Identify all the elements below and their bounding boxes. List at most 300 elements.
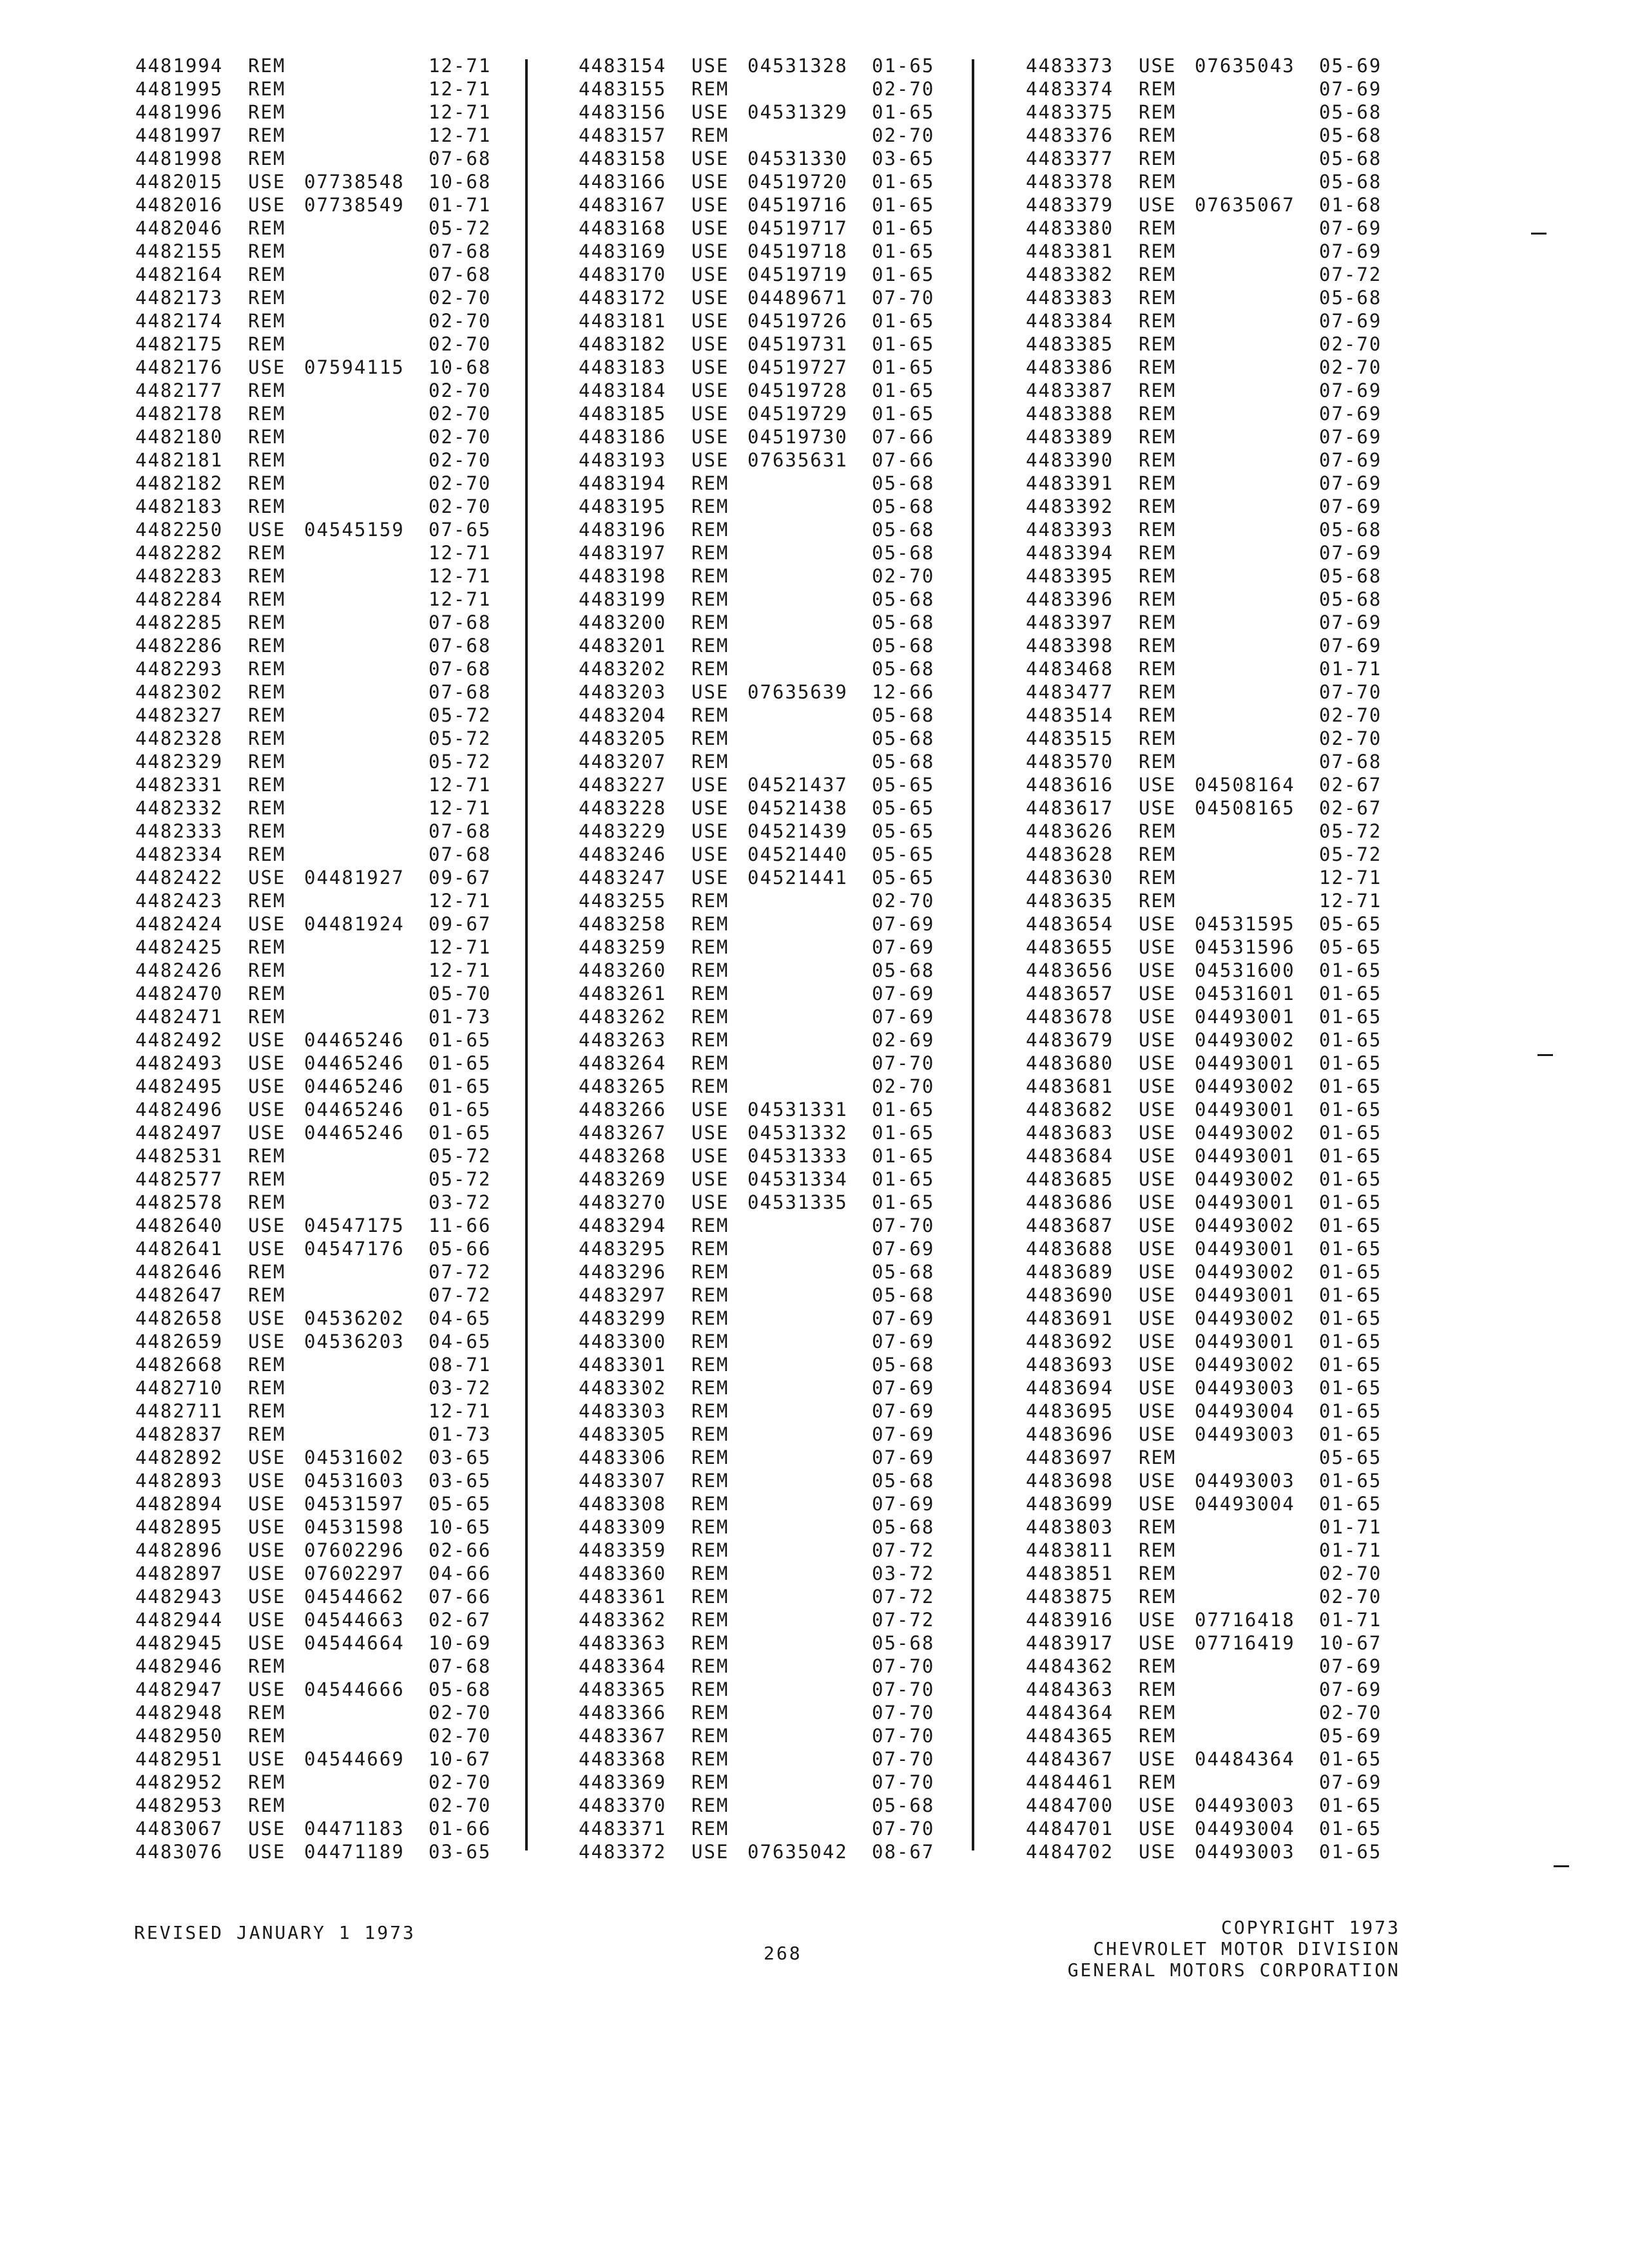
effective-date: 05-72 [429,751,492,773]
effective-date: 07-69 [1319,542,1382,564]
part-number: 4483630 [1026,867,1114,889]
replacement-part-number: 04493003 [1195,1423,1295,1445]
action-code: REM [691,704,729,726]
action-code: USE [691,240,729,262]
effective-date: 05-72 [429,727,492,749]
action-code: REM [1139,449,1177,471]
action-code: REM [691,1771,729,1793]
action-code: USE [1139,1029,1177,1051]
action-code: REM [691,588,729,610]
replacement-part-number: 04521441 [747,867,848,889]
action-code: USE [248,1818,286,1840]
action-code: USE [1139,1261,1177,1283]
action-code: REM [1139,380,1177,401]
action-code: REM [248,101,286,123]
effective-date: 05-65 [872,797,935,819]
action-code: USE [1139,1354,1177,1376]
effective-date: 03-65 [429,1470,492,1492]
effective-date: 01-65 [872,403,935,425]
action-code: REM [1139,635,1177,657]
effective-date: 12-71 [429,588,492,610]
action-code: REM [691,1377,729,1399]
effective-date: 05-68 [872,542,935,564]
part-number: 4483305 [579,1423,667,1445]
part-number: 4483477 [1026,681,1114,703]
action-code: REM [248,1423,286,1445]
effective-date: 05-68 [872,751,935,773]
action-code: USE [691,55,729,77]
part-number: 4482894 [135,1493,224,1515]
part-number: 4482953 [135,1794,224,1816]
replacement-part-number: 07635639 [747,681,848,703]
action-code: REM [1139,542,1177,564]
action-code: USE [1139,1191,1177,1213]
effective-date: 07-69 [872,1377,935,1399]
replacement-part-number: 04521440 [747,843,848,865]
part-number: 4482647 [135,1284,224,1306]
action-code: USE [1139,1632,1177,1654]
replacement-part-number: 04519728 [747,380,848,401]
action-code: REM [691,611,729,633]
action-code: REM [1139,519,1177,541]
effective-date: 07-69 [1319,472,1382,494]
effective-date: 12-71 [429,565,492,587]
action-code: REM [1139,1725,1177,1747]
action-code: REM [691,495,729,517]
effective-date: 05-68 [872,959,935,981]
effective-date: 05-65 [872,820,935,842]
effective-date: 01-65 [1319,1307,1382,1329]
effective-date: 04-66 [429,1562,492,1584]
part-number: 4483851 [1026,1562,1114,1584]
action-code: REM [1139,403,1177,425]
part-number: 4483185 [579,403,667,425]
part-number: 4483394 [1026,542,1114,564]
part-number: 4482334 [135,843,224,865]
part-number: 4484364 [1026,1702,1114,1724]
part-number: 4482950 [135,1725,224,1747]
part-number: 4483369 [579,1771,667,1793]
part-number: 4483359 [579,1539,667,1561]
action-code: REM [691,936,729,958]
part-number: 4483362 [579,1609,667,1631]
effective-date: 05-65 [1319,936,1382,958]
action-code: REM [691,1261,729,1283]
replacement-part-number: 04531329 [747,101,848,123]
replacement-part-number: 04493002 [1195,1168,1295,1190]
effective-date: 07-66 [872,426,935,448]
action-code: USE [691,449,729,471]
action-code: REM [691,1702,729,1724]
action-code: REM [1139,171,1177,193]
action-code: USE [691,843,729,865]
action-code: REM [1139,310,1177,332]
part-number: 4483255 [579,890,667,912]
action-code: USE [1139,1794,1177,1816]
replacement-part-number: 04493001 [1195,1099,1295,1120]
part-number: 4483301 [579,1354,667,1376]
part-number: 4483258 [579,913,667,935]
part-number: 4482952 [135,1771,224,1793]
replacement-part-number: 04471189 [304,1841,405,1863]
part-number: 4483169 [579,240,667,262]
action-code: USE [1139,1075,1177,1097]
action-code: REM [1139,78,1177,100]
part-number: 4483692 [1026,1331,1114,1352]
action-code: REM [248,1702,286,1724]
replacement-part-number: 04493004 [1195,1400,1295,1422]
part-number: 4483158 [579,148,667,169]
part-number: 4482497 [135,1122,224,1144]
part-number: 4481998 [135,148,224,169]
effective-date: 02-70 [872,1075,935,1097]
effective-date: 05-68 [872,472,935,494]
part-number: 4483266 [579,1099,667,1120]
replacement-part-number: 04545159 [304,519,405,541]
part-number: 4483685 [1026,1168,1114,1190]
action-code: REM [1139,124,1177,146]
effective-date: 02-70 [872,78,935,100]
effective-date: 01-65 [872,217,935,239]
replacement-part-number: 04493002 [1195,1122,1295,1144]
effective-date: 02-70 [429,495,492,517]
effective-date: 01-65 [872,264,935,285]
margin-mark [1537,1054,1553,1056]
effective-date: 07-68 [429,681,492,703]
part-number: 4482943 [135,1586,224,1608]
action-code: REM [1139,843,1177,865]
action-code: USE [248,1099,286,1120]
effective-date: 07-68 [429,148,492,169]
effective-date: 01-71 [1319,658,1382,680]
effective-date: 02-70 [429,403,492,425]
part-number: 4482284 [135,588,224,610]
effective-date: 05-68 [872,588,935,610]
column-divider [972,59,974,1850]
action-code: USE [691,217,729,239]
part-number: 4483515 [1026,727,1114,749]
action-code: REM [691,751,729,773]
part-number: 4482424 [135,913,224,935]
action-code: USE [1139,936,1177,958]
action-code: USE [1139,1331,1177,1352]
action-code: REM [248,635,286,657]
effective-date: 08-71 [429,1354,492,1376]
replacement-part-number: 04519720 [747,171,848,193]
effective-date: 01-65 [1319,1493,1382,1515]
effective-date: 02-70 [1319,1562,1382,1584]
action-code: REM [691,1725,729,1747]
effective-date: 07-69 [1319,380,1382,401]
effective-date: 01-65 [1319,1099,1382,1120]
action-code: REM [1139,264,1177,285]
part-number: 4482173 [135,287,224,309]
replacement-part-number: 04493004 [1195,1493,1295,1515]
part-number: 4482668 [135,1354,224,1376]
action-code: REM [1139,217,1177,239]
effective-date: 12-71 [429,1400,492,1422]
action-code: USE [248,1493,286,1515]
part-number: 4484702 [1026,1841,1114,1863]
part-number: 4483228 [579,797,667,819]
effective-date: 07-70 [872,287,935,309]
part-number: 4483247 [579,867,667,889]
part-number: 4483386 [1026,356,1114,378]
action-code: REM [1139,356,1177,378]
action-code: REM [248,588,286,610]
effective-date: 07-69 [872,1493,935,1515]
part-number: 4483157 [579,124,667,146]
effective-date: 02-70 [429,380,492,401]
effective-date: 07-69 [872,1446,935,1468]
effective-date: 02-70 [1319,704,1382,726]
part-number: 4483373 [1026,55,1114,77]
replacement-part-number: 04493003 [1195,1794,1295,1816]
effective-date: 07-69 [872,1400,935,1422]
effective-date: 10-67 [1319,1632,1382,1654]
part-number: 4483390 [1026,449,1114,471]
part-number: 4483687 [1026,1215,1114,1236]
effective-date: 05-68 [872,704,935,726]
action-code: REM [691,1586,729,1608]
action-code: REM [691,542,729,564]
action-code: REM [248,843,286,865]
replacement-part-number: 04519726 [747,310,848,332]
action-code: REM [248,1377,286,1399]
effective-date: 02-70 [429,449,492,471]
part-number: 4482046 [135,217,224,239]
replacement-part-number: 04489671 [747,287,848,309]
replacement-part-number: 04521439 [747,820,848,842]
effective-date: 01-65 [872,101,935,123]
action-code: REM [1139,1586,1177,1608]
replacement-part-number: 04493003 [1195,1841,1295,1863]
effective-date: 03-65 [872,148,935,169]
page-number: 268 [764,1943,802,1964]
part-number: 4482951 [135,1748,224,1770]
effective-date: 01-65 [872,333,935,355]
effective-date: 07-70 [872,1052,935,1074]
action-code: REM [691,1307,729,1329]
effective-date: 02-70 [872,124,935,146]
part-number: 4482181 [135,449,224,471]
action-code: REM [248,1284,286,1306]
action-code: USE [1139,1307,1177,1329]
action-code: REM [691,1215,729,1236]
action-code: REM [691,1562,729,1584]
action-code: USE [691,820,729,842]
replacement-part-number: 04531328 [747,55,848,77]
part-number: 4483263 [579,1029,667,1051]
part-number: 4482710 [135,1377,224,1399]
effective-date: 02-69 [872,1029,935,1051]
effective-date: 05-68 [872,635,935,657]
part-number: 4482425 [135,936,224,958]
part-number: 4484700 [1026,1794,1114,1816]
effective-date: 01-65 [1319,1261,1382,1283]
action-code: REM [691,959,729,981]
effective-date: 07-70 [872,1771,935,1793]
part-number: 4483372 [579,1841,667,1863]
replacement-part-number: 04484364 [1195,1748,1295,1770]
part-number: 4483267 [579,1122,667,1144]
action-code: REM [248,1794,286,1816]
action-code: REM [248,310,286,332]
action-code: REM [691,1678,729,1700]
effective-date: 01-65 [1319,1191,1382,1213]
part-number: 4482659 [135,1331,224,1352]
part-number: 4483392 [1026,495,1114,517]
part-number: 4483363 [579,1632,667,1654]
action-code: REM [248,148,286,169]
replacement-part-number: 04508165 [1195,797,1295,819]
effective-date: 07-70 [1319,681,1382,703]
part-number: 4482174 [135,310,224,332]
action-code: REM [248,217,286,239]
part-number: 4483570 [1026,751,1114,773]
replacement-part-number: 04493001 [1195,1006,1295,1028]
part-number: 4481996 [135,101,224,123]
part-number: 4483628 [1026,843,1114,865]
action-code: REM [691,1400,729,1422]
part-number: 4483172 [579,287,667,309]
action-code: REM [1139,426,1177,448]
effective-date: 02-70 [872,890,935,912]
action-code: USE [1139,1168,1177,1190]
effective-date: 01-65 [1319,1168,1382,1190]
part-number: 4482016 [135,194,224,216]
part-number: 4483686 [1026,1191,1114,1213]
replacement-part-number: 04544664 [304,1632,405,1654]
part-number: 4482285 [135,611,224,633]
replacement-part-number: 04547175 [304,1215,405,1236]
effective-date: 10-68 [429,356,492,378]
effective-date: 07-69 [1319,449,1382,471]
part-number: 4482577 [135,1168,224,1190]
part-number: 4483654 [1026,913,1114,935]
action-code: USE [1139,774,1177,796]
action-code: USE [1139,1377,1177,1399]
action-code: REM [691,1075,729,1097]
effective-date: 10-67 [429,1748,492,1770]
part-number: 4482015 [135,171,224,193]
effective-date: 01-65 [1319,1029,1382,1051]
part-number: 4483195 [579,495,667,517]
part-number: 4483656 [1026,959,1114,981]
effective-date: 05-68 [1319,565,1382,587]
effective-date: 07-70 [872,1748,935,1770]
part-number: 4483395 [1026,565,1114,587]
part-number: 4482302 [135,681,224,703]
action-code: REM [691,1006,729,1028]
part-number: 4482495 [135,1075,224,1097]
part-number: 4483389 [1026,426,1114,448]
action-code: REM [1139,472,1177,494]
effective-date: 07-68 [429,820,492,842]
action-code: USE [248,1841,286,1863]
effective-date: 01-65 [1319,1284,1382,1306]
effective-date: 01-65 [1319,1215,1382,1236]
part-number: 4484367 [1026,1748,1114,1770]
replacement-part-number: 04493004 [1195,1818,1295,1840]
effective-date: 07-69 [1319,403,1382,425]
effective-date: 07-69 [1319,240,1382,262]
effective-date: 07-70 [872,1725,935,1747]
action-code: USE [248,171,286,193]
action-code: REM [248,1145,286,1167]
effective-date: 07-69 [1319,611,1382,633]
replacement-part-number: 04493002 [1195,1261,1295,1283]
effective-date: 12-71 [429,774,492,796]
effective-date: 12-71 [429,959,492,981]
replacement-part-number: 04465246 [304,1029,405,1051]
effective-date: 01-65 [1319,983,1382,1004]
part-number: 4483193 [579,449,667,471]
effective-date: 12-71 [429,936,492,958]
effective-date: 12-71 [429,124,492,146]
replacement-part-number: 04531603 [304,1470,405,1492]
effective-date: 07-69 [872,1331,935,1352]
replacement-part-number: 04493002 [1195,1307,1295,1329]
part-number: 4481995 [135,78,224,100]
effective-date: 01-65 [872,380,935,401]
part-number: 4483300 [579,1331,667,1352]
action-code: REM [248,704,286,726]
part-number: 4482641 [135,1238,224,1260]
replacement-part-number: 04493002 [1195,1354,1295,1376]
part-number: 4482837 [135,1423,224,1445]
action-code: REM [1139,1702,1177,1724]
action-code: REM [691,519,729,541]
effective-date: 02-67 [429,1609,492,1631]
effective-date: 05-65 [1319,913,1382,935]
part-number: 4483367 [579,1725,667,1747]
action-code: REM [248,959,286,981]
part-number: 4483376 [1026,124,1114,146]
replacement-part-number: 07602297 [304,1562,405,1584]
effective-date: 05-72 [429,704,492,726]
effective-date: 01-65 [429,1052,492,1074]
action-code: REM [691,1818,729,1840]
part-number: 4483680 [1026,1052,1114,1074]
replacement-part-number: 04531596 [1195,936,1295,958]
effective-date: 07-72 [1319,264,1382,285]
effective-date: 11-66 [429,1215,492,1236]
part-number: 4482470 [135,983,224,1004]
effective-date: 01-65 [1319,1377,1382,1399]
copyright-line: COPYRIGHT 1973 [1220,1917,1400,1938]
action-code: REM [691,1423,729,1445]
effective-date: 05-68 [1319,124,1382,146]
part-number: 4483382 [1026,264,1114,285]
part-number: 4483154 [579,55,667,77]
action-code: REM [1139,820,1177,842]
part-number: 4482175 [135,333,224,355]
part-number: 4484461 [1026,1771,1114,1793]
effective-date: 02-70 [429,1794,492,1816]
part-number: 4482329 [135,751,224,773]
part-number: 4482177 [135,380,224,401]
effective-date: 02-70 [429,333,492,355]
effective-date: 07-68 [429,264,492,285]
effective-date: 02-70 [429,426,492,448]
effective-date: 05-68 [872,727,935,749]
part-number: 4483684 [1026,1145,1114,1167]
effective-date: 03-72 [429,1377,492,1399]
copyright-line: CHEVROLET MOTOR DIVISION [1093,1938,1400,1959]
part-number: 4482331 [135,774,224,796]
action-code: REM [1139,240,1177,262]
